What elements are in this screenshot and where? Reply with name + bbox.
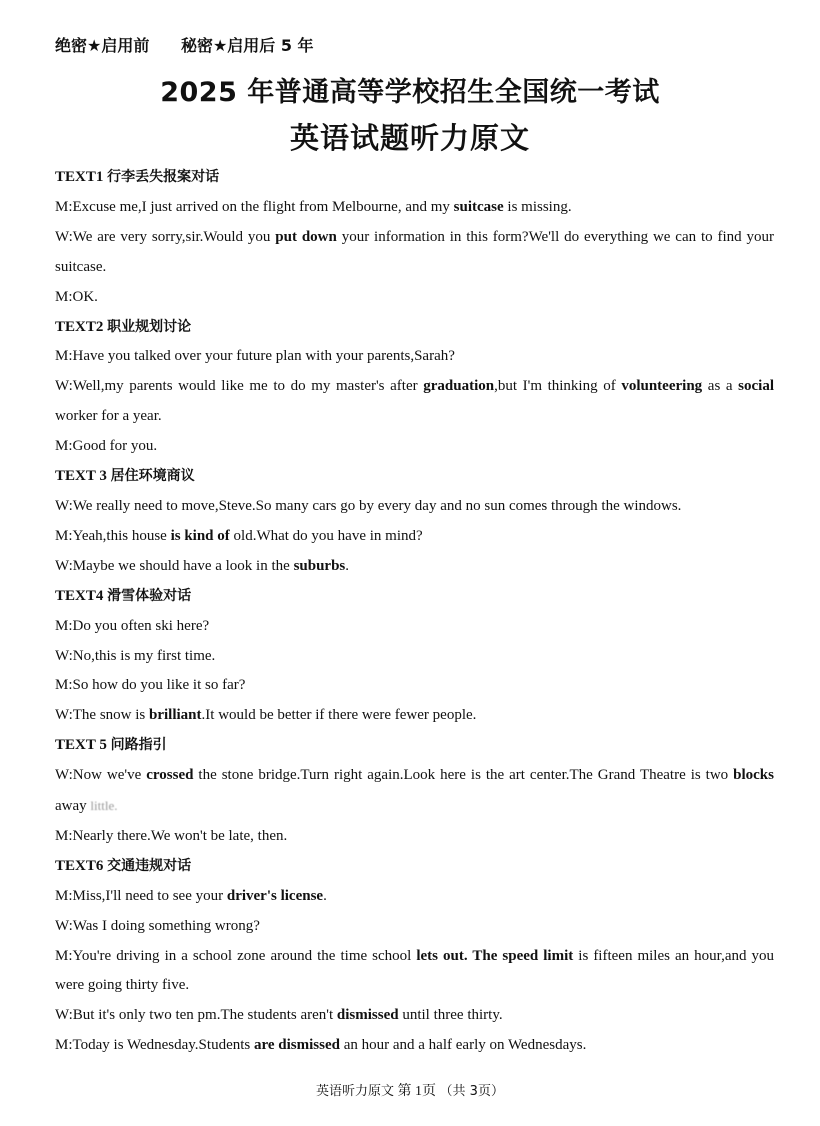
dialogue-text: M:Today is Wednesday.Students	[55, 1037, 254, 1054]
dialogue-text: is fifteen miles an hour,and you were going thirty five.	[55, 947, 775, 994]
dialogue-line	[55, 193, 774, 223]
section-title: 居住环境商议	[110, 468, 195, 485]
section-heading	[55, 731, 774, 761]
exam-title: 2025 年普通高等学校招生全国统一考试	[160, 77, 660, 108]
keyword: social	[738, 378, 775, 395]
keyword: graduation	[423, 378, 495, 395]
dialogue-line	[55, 761, 774, 822]
dialogue-text: M:You're driving in a school zone around the time school	[55, 947, 417, 964]
dialogue-text: M:So how do you like it so far?	[55, 677, 246, 694]
keyword: lets out. The speed limit	[416, 947, 574, 964]
section-heading	[55, 582, 774, 612]
section-title: 行李丢失报案对话	[107, 169, 220, 185]
keyword: brilliant	[149, 707, 202, 724]
dialogue-line	[55, 492, 774, 522]
dialogue-text: M:Have you talked over your future plan with your parents,Sarah?	[55, 348, 455, 365]
dialogue-line	[55, 671, 774, 701]
dialogue-text: M:Nearly there.We won't be late, then.	[55, 827, 288, 844]
secret-left-label: 绝密★启用前	[55, 36, 150, 55]
keyword: are dismissed	[253, 1037, 340, 1054]
footer-label: 英语听力原文	[316, 1084, 395, 1099]
secret-right-label: 秘密★启用后 5 年	[180, 36, 314, 55]
dialogue-line	[55, 372, 774, 432]
dialogue-line	[55, 1001, 774, 1031]
keyword: is kind of	[170, 527, 230, 544]
section-code: TEXT 3	[55, 468, 107, 485]
dialogue-text: M:Yeah,this house	[55, 527, 171, 544]
footer-page: 第 1页	[397, 1084, 437, 1099]
dialogue-text: W:No,this is my first time.	[55, 647, 216, 664]
dialogue-text: an hour and a half early on Wednesdays.	[339, 1037, 587, 1054]
dialogue-line	[55, 882, 774, 912]
keyword: put down	[275, 228, 337, 245]
dialogue-line	[55, 942, 774, 1002]
dialogue-text: away	[55, 798, 91, 815]
dialogue-text: old.What do you have in mind?	[229, 527, 423, 544]
transcript-body	[55, 163, 774, 1061]
blurred-word: little.	[90, 798, 118, 814]
keyword: driver's license	[226, 887, 324, 904]
dialogue-text: M:Good for you.	[55, 438, 158, 455]
dialogue-text: W:But it's only two ten pm.The students aren't	[55, 1007, 337, 1024]
dialogue-text: M:OK.	[55, 288, 98, 305]
section-title: 交通违规对话	[107, 857, 192, 874]
dialogue-line	[55, 223, 774, 283]
section-heading	[55, 163, 774, 193]
dialogue-text: W:We are very sorry,sir.Would you	[55, 228, 276, 245]
dialogue-text: M:Miss,I'll need to see your	[55, 887, 227, 904]
dialogue-text: M:Excuse me,I just arrived on the flight from Melbourne, and my	[55, 198, 454, 215]
dialogue-line	[55, 912, 774, 942]
dialogue-text: until three thirty.	[398, 1007, 503, 1024]
dialogue-text: W:Now we've	[55, 767, 147, 784]
dialogue-line	[55, 432, 774, 462]
section-code: TEXT2	[55, 318, 104, 335]
keyword: blocks	[733, 767, 774, 784]
keyword: suitcase	[453, 198, 504, 215]
section-code: TEXT1	[55, 169, 104, 185]
dialogue-text: M:Do you often ski here?	[55, 617, 210, 634]
dialogue-line	[55, 701, 774, 731]
dialogue-text: W:We really need to move,Steve.So many cars go by every day and no sun comes through the windows.	[55, 497, 682, 514]
dialogue-line	[55, 552, 774, 582]
dialogue-line	[55, 283, 774, 313]
dialogue-line	[55, 522, 774, 552]
dialogue-text: .	[323, 887, 327, 904]
section-heading	[55, 462, 774, 492]
dialogue-text: worker for a year.	[55, 408, 162, 425]
dialogue-text: as a	[702, 378, 739, 395]
keyword: dismissed	[336, 1007, 399, 1024]
dialogue-text: .	[345, 557, 350, 574]
keyword: suburbs	[293, 557, 346, 574]
dialogue-text: W:Maybe we should have a look in the	[55, 557, 294, 574]
dialogue-text: your information in this form?We'll do everything we can to find your suitcase.	[55, 228, 775, 275]
section-heading	[55, 313, 774, 343]
section-code: TEXT6	[55, 857, 104, 874]
exam-subtitle: 英语试题听力原文	[289, 121, 530, 155]
dialogue-line	[55, 612, 774, 642]
footer-total: （共 3页）	[439, 1084, 504, 1099]
dialogue-text: W:The snow is	[55, 707, 150, 724]
section-code: TEXT4	[55, 587, 104, 604]
section-title: 问路指引	[110, 737, 167, 754]
section-title: 滑雪体验对话	[107, 587, 192, 604]
dialogue-line	[55, 1031, 774, 1061]
keyword: volunteering	[621, 378, 703, 395]
dialogue-line	[55, 342, 774, 372]
dialogue-text: is missing.	[503, 198, 572, 215]
confidentiality-header	[55, 33, 314, 56]
dialogue-text: W:Well,my parents would like me to do my master's after	[55, 378, 424, 395]
dialogue-text: W:Was I doing something wrong?	[55, 917, 260, 934]
page-footer	[0, 1080, 820, 1100]
dialogue-text: ,but I'm thinking of	[494, 378, 622, 395]
keyword: crossed	[146, 767, 194, 784]
section-title: 职业规划讨论	[107, 318, 192, 335]
section-heading	[55, 852, 774, 882]
section-code: TEXT 5	[55, 737, 107, 754]
dialogue-text: .It would be better if there were fewer people.	[201, 707, 477, 724]
dialogue-line	[55, 822, 774, 852]
dialogue-line	[55, 642, 774, 672]
dialogue-text: the stone bridge.Turn right again.Look here is the art center.The Grand Theatre is two	[193, 767, 734, 784]
